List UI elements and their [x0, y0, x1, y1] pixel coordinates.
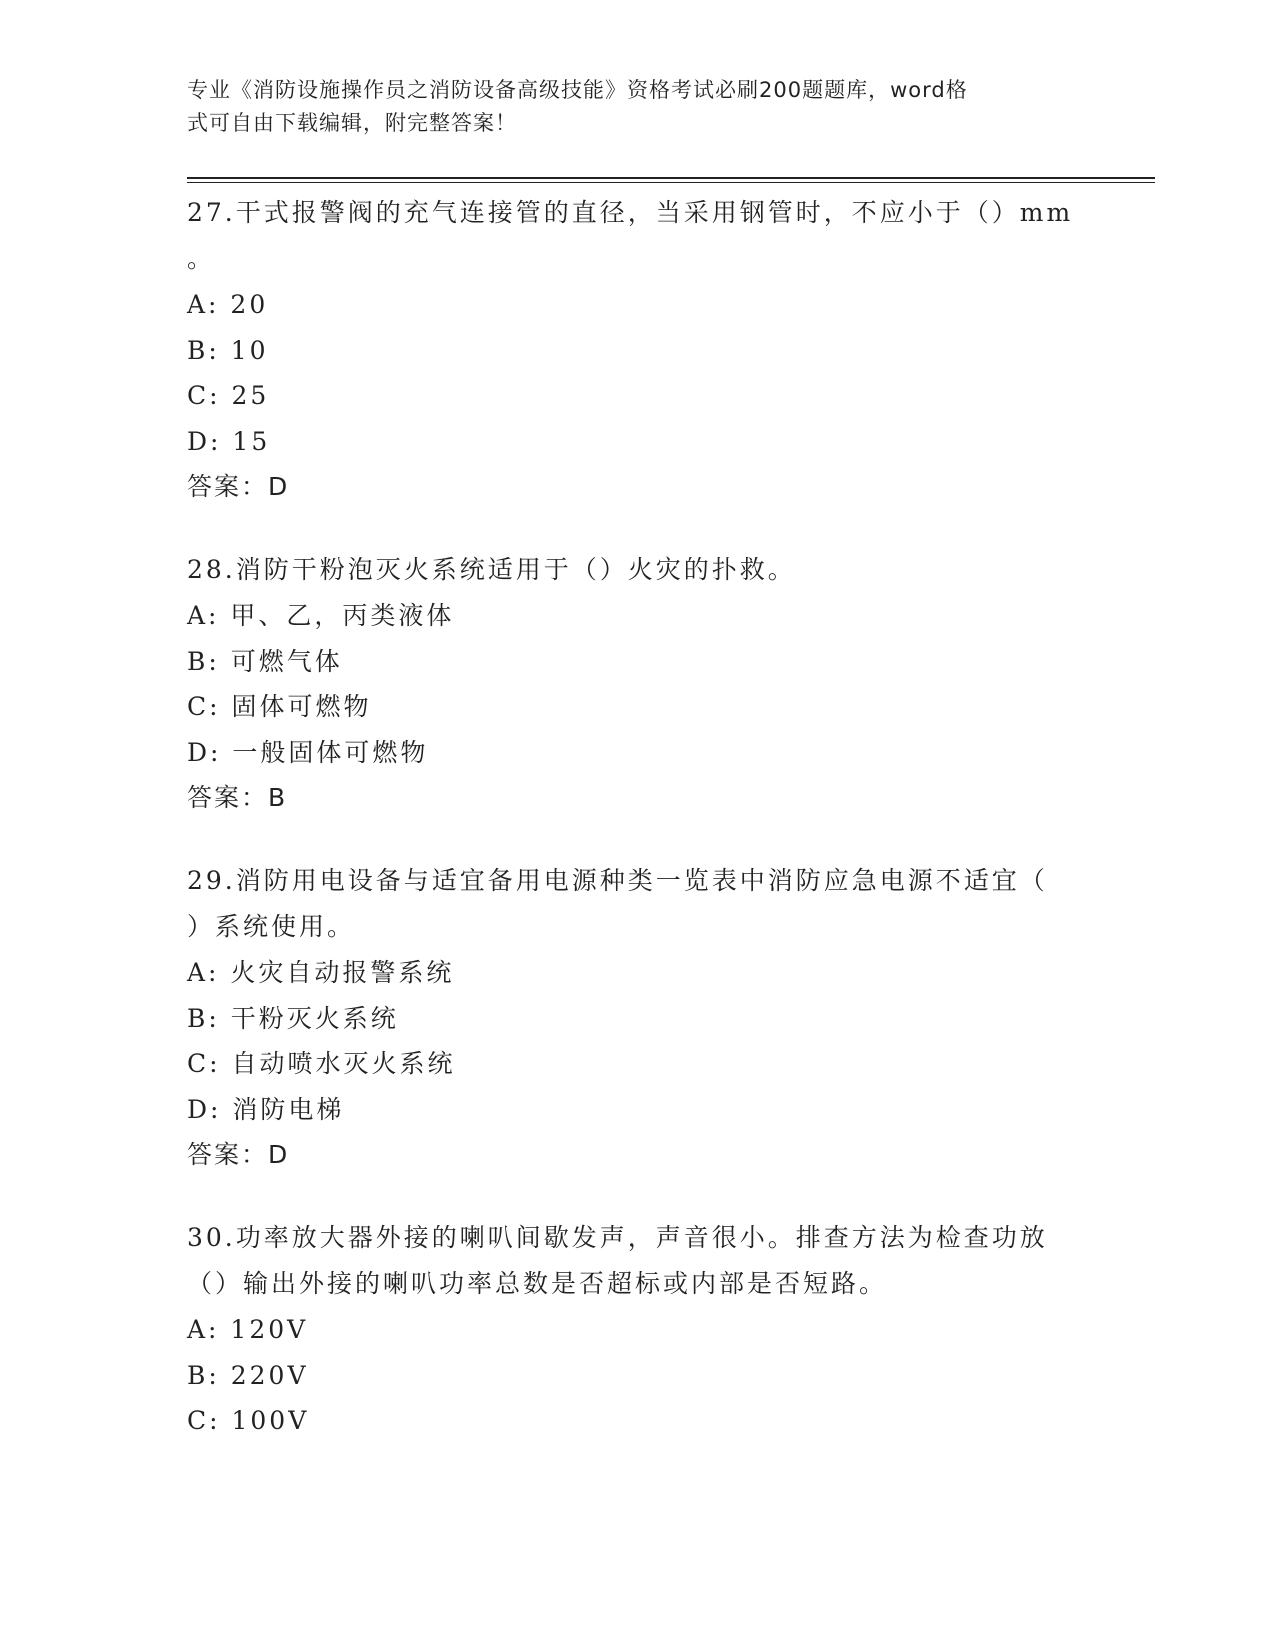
header-line-1: 专业《消防设施操作员之消防设备高级技能》资格考试必刷200题题库，word格 — [187, 78, 968, 102]
answer: 答案：D — [187, 1140, 290, 1169]
question-text-continued: ）系统使用。 — [187, 912, 356, 941]
option-a: A: 火灾自动报警系统 — [187, 958, 455, 987]
option-a: A: 20 — [187, 290, 269, 319]
question-text: 28.消防干粉泡灭火系统适用于（）火灾的扑救。 — [187, 555, 796, 584]
answer: 答案：D — [187, 472, 290, 501]
option-c: C: 100V — [187, 1406, 310, 1435]
option-d: D: 15 — [187, 426, 271, 456]
option-c: C: 自动喷水灭火系统 — [187, 1049, 456, 1078]
option-c: C: 25 — [187, 381, 270, 410]
question-27 — [187, 190, 1087, 509]
option-a: A: 120V — [187, 1315, 309, 1344]
option-b: B: 可燃气体 — [187, 646, 343, 676]
question-text: 29.消防用电设备与适宜备用电源种类一览表中消防应急电源不适宜（ — [187, 866, 1048, 895]
document-header — [187, 74, 1067, 140]
option-b: B: 220V — [187, 1360, 309, 1390]
question-text: 27.干式报警阀的充气连接管的直径，当采用钢管时，不应小于（）mm — [187, 198, 1074, 227]
option-a: A: 甲、乙，丙类液体 — [187, 601, 455, 630]
option-b: B: 干粉灭火系统 — [187, 1003, 399, 1033]
header-divider-thick — [187, 177, 1155, 179]
header-divider-thin — [187, 182, 1155, 183]
question-text-continued: 。 — [187, 244, 216, 273]
question-28 — [187, 547, 1087, 820]
question-29 — [187, 858, 1087, 1177]
option-d: D: 消防电梯 — [187, 1094, 345, 1124]
option-c: C: 固体可燃物 — [187, 692, 372, 721]
question-list — [187, 190, 1087, 1482]
question-text-continued: （）输出外接的喇叭功率总数是否超标或内部是否短路。 — [187, 1269, 888, 1298]
question-30 — [187, 1215, 1087, 1444]
question-text: 30.功率放大器外接的喇叭间歇发声，声音很小。排查方法为检查功放 — [187, 1223, 1048, 1252]
option-d: D: 一般固体可燃物 — [187, 737, 429, 767]
option-b: B: 10 — [187, 335, 269, 365]
answer: 答案：B — [187, 783, 288, 812]
header-line-2: 式可自由下载编辑，附完整答案！ — [187, 111, 517, 135]
